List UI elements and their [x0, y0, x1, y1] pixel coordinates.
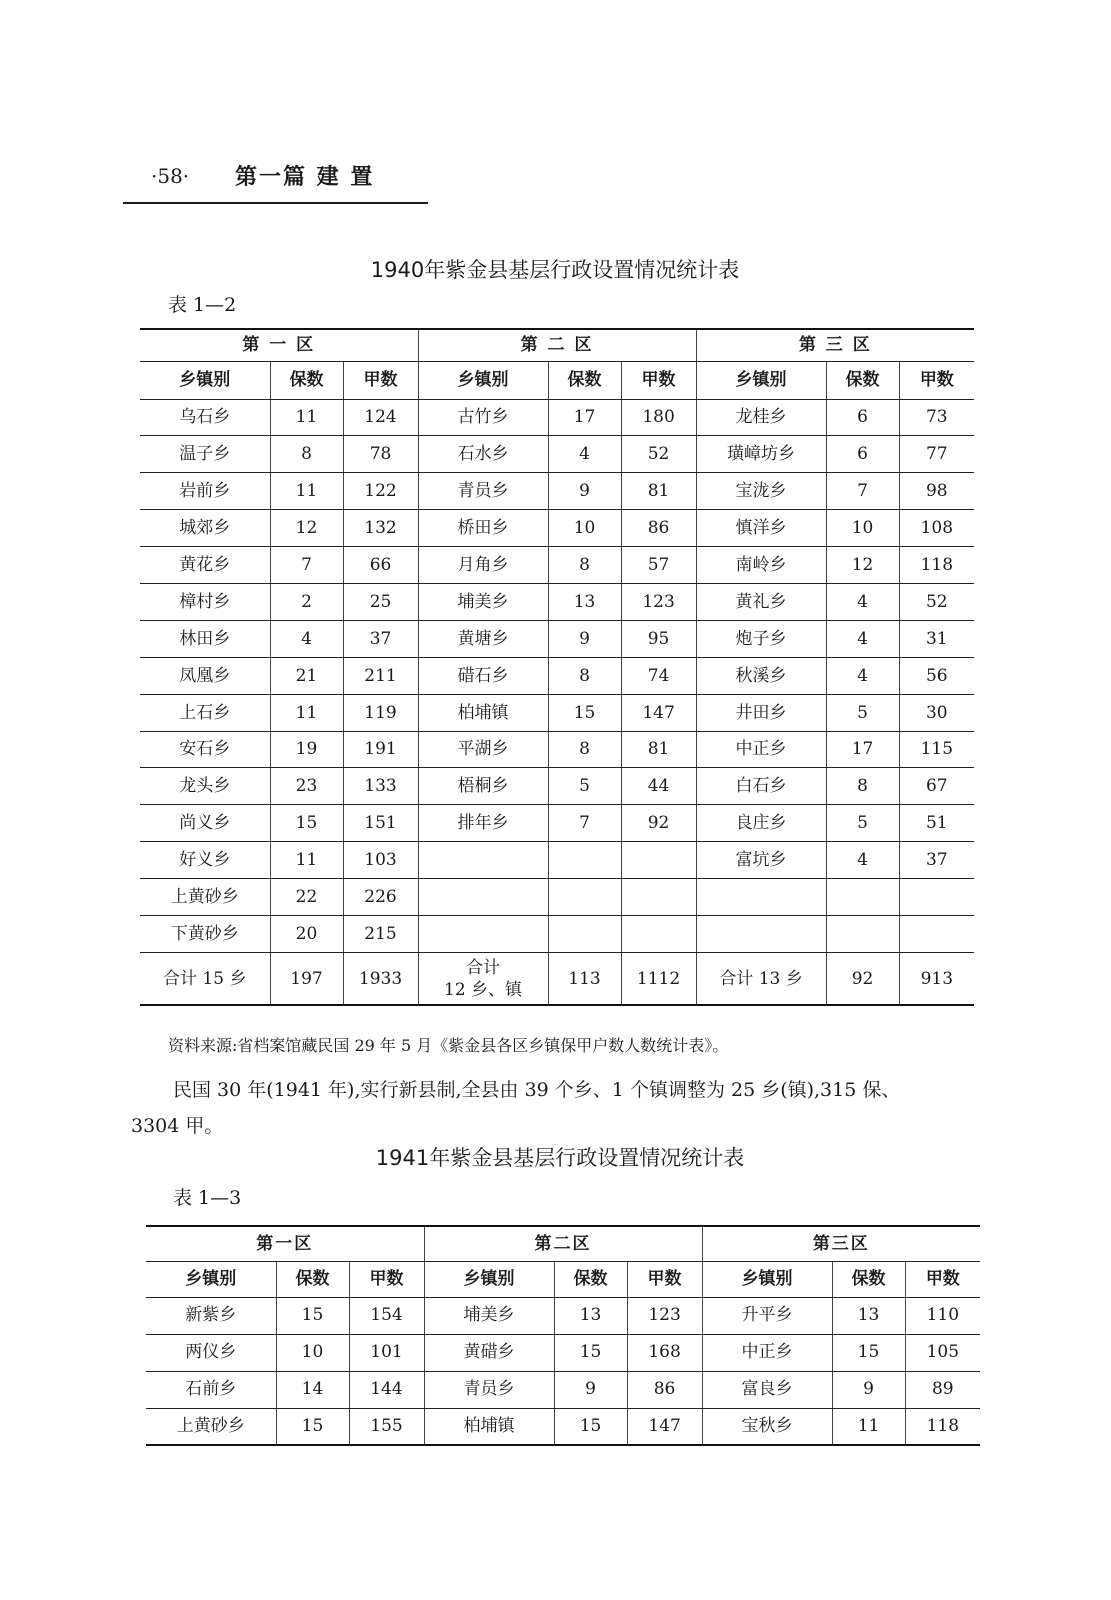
district-3-town-cell: 中正乡: [702, 1334, 832, 1371]
part-title: 第一篇 建 置: [235, 165, 375, 190]
district-2-town-cell: 排年乡: [418, 805, 548, 842]
district-1-jia-cell: 154: [349, 1297, 424, 1334]
table2: [146, 1225, 980, 1446]
district-1-header: 第一区: [146, 1226, 424, 1261]
district-2-jia-cell: 95: [621, 620, 696, 657]
district-1-jia-cell: 191: [343, 731, 418, 768]
table-row: [146, 1371, 980, 1408]
district-3-header: 第三区: [702, 1226, 980, 1261]
district-3-town-cell: 富良乡: [702, 1371, 832, 1408]
district-1-town-cell: 黄花乡: [140, 547, 270, 584]
district-3-jia-cell: 89: [905, 1371, 980, 1408]
paragraph-line-1: 民国 30 年(1941 年),实行新县制,全县由 39 个乡、1 个镇调整为 25 乡(镇),315 保、: [173, 1079, 901, 1101]
district-1-town-cell: 下黄砂乡: [140, 915, 270, 952]
district-1-bao-cell: 11: [270, 694, 343, 731]
district-3-town-cell: 井田乡: [696, 694, 826, 731]
table2-number: 表 1—3: [173, 1187, 242, 1209]
district-1-jia-cell: 124: [343, 399, 418, 436]
district-1-total-jia: 1933: [343, 952, 418, 1005]
district-2-town-cell: 梧桐乡: [418, 768, 548, 805]
district-3-col-town-header: 乡镇别: [696, 361, 826, 399]
district-1-town-cell: 温子乡: [140, 436, 270, 473]
district-1-jia-cell: 151: [343, 805, 418, 842]
district-2-jia-cell: [621, 842, 696, 879]
district-2-jia-cell: 81: [621, 473, 696, 510]
district-3-bao-cell: 8: [826, 768, 899, 805]
paragraph-line-2: 3304 甲。: [131, 1115, 224, 1137]
district-3-col-jia-header: 甲数: [905, 1261, 980, 1297]
district-1-jia-cell: 25: [343, 583, 418, 620]
district-2-jia-cell: 147: [627, 1408, 702, 1445]
district-2-bao-cell: 10: [548, 510, 621, 547]
district-1-bao-cell: 14: [276, 1371, 349, 1408]
district-2-jia-cell: 44: [621, 768, 696, 805]
district-3-bao-cell: 4: [826, 657, 899, 694]
district-2-col-bao-header: 保数: [548, 361, 621, 399]
page-number: ·58·: [151, 164, 190, 188]
district-1-bao-cell: 2: [270, 583, 343, 620]
district-3-town-cell: [696, 879, 826, 916]
district-1-town-cell: 石前乡: [146, 1371, 276, 1408]
district-1-jia-cell: 37: [343, 620, 418, 657]
district-3-town-cell: 宝泷乡: [696, 473, 826, 510]
district-1-jia-cell: 103: [343, 842, 418, 879]
district-3-jia-cell: 77: [899, 436, 974, 473]
district-3-bao-cell: 9: [832, 1371, 905, 1408]
district-2-jia-cell: 86: [627, 1371, 702, 1408]
district-1-town-cell: 龙头乡: [140, 768, 270, 805]
district-2-town-cell: [418, 879, 548, 916]
district-2-total-bao: 113: [548, 952, 621, 1005]
district-1-bao-cell: 11: [270, 842, 343, 879]
district-1-total-bao: 197: [270, 952, 343, 1005]
district-header-row: [140, 329, 974, 361]
table-row: [146, 1334, 980, 1371]
district-1-town-cell: 城郊乡: [140, 510, 270, 547]
district-2-bao-cell: 5: [548, 768, 621, 805]
district-3-jia-cell: 105: [905, 1334, 980, 1371]
district-3-bao-cell: 6: [826, 399, 899, 436]
district-3-jia-cell: 118: [905, 1408, 980, 1445]
district-3-town-cell: 升平乡: [702, 1297, 832, 1334]
district-3-town-cell: 秋溪乡: [696, 657, 826, 694]
district-1-bao-cell: 11: [270, 473, 343, 510]
district-1-jia-cell: 226: [343, 879, 418, 916]
district-1-jia-cell: 211: [343, 657, 418, 694]
district-1-town-cell: 凤凰乡: [140, 657, 270, 694]
district-3-jia-cell: 31: [899, 620, 974, 657]
district-2-town-cell: [418, 915, 548, 952]
district-2-bao-cell: 9: [554, 1371, 627, 1408]
table-row: [140, 768, 974, 805]
district-2-jia-cell: 168: [627, 1334, 702, 1371]
district-1-bao-cell: 7: [270, 547, 343, 584]
district-1-bao-cell: 15: [276, 1408, 349, 1445]
district-3-jia-cell: 37: [899, 842, 974, 879]
district-1-bao-cell: 21: [270, 657, 343, 694]
district-1-jia-cell: 133: [343, 768, 418, 805]
district-3-jia-cell: 30: [899, 694, 974, 731]
district-3-jia-cell: 118: [899, 547, 974, 584]
district-1-col-jia-header: 甲数: [343, 361, 418, 399]
district-3-jia-cell: 115: [899, 731, 974, 768]
table-row: [140, 436, 974, 473]
district-1-col-jia-header: 甲数: [349, 1261, 424, 1297]
district-3-town-cell: 南岭乡: [696, 547, 826, 584]
district-2-bao-cell: [548, 879, 621, 916]
district-3-jia-cell: 56: [899, 657, 974, 694]
district-2-col-bao-header: 保数: [554, 1261, 627, 1297]
district-1-jia-cell: 155: [349, 1408, 424, 1445]
district-2-bao-cell: 15: [548, 694, 621, 731]
district-2-town-cell: 石水乡: [418, 436, 548, 473]
district-3-bao-cell: 4: [826, 620, 899, 657]
district-2-col-town-header: 乡镇别: [418, 361, 548, 399]
district-2-bao-cell: 9: [548, 473, 621, 510]
district-1-jia-cell: 144: [349, 1371, 424, 1408]
district-2-jia-cell: [621, 879, 696, 916]
district-1-bao-cell: 11: [270, 399, 343, 436]
district-header-row: [146, 1226, 980, 1261]
table-row: [140, 510, 974, 547]
table-row: [140, 399, 974, 436]
district-3-bao-cell: 10: [826, 510, 899, 547]
district-1-bao-cell: 19: [270, 731, 343, 768]
district-2-town-cell: 青员乡: [418, 473, 548, 510]
table-row: [140, 694, 974, 731]
district-3-town-cell: 中正乡: [696, 731, 826, 768]
district-3-jia-cell: 108: [899, 510, 974, 547]
district-1-town-cell: 上黄砂乡: [140, 879, 270, 916]
table-row: [140, 473, 974, 510]
table-row: [140, 547, 974, 584]
district-2-jia-cell: 92: [621, 805, 696, 842]
district-1-town-cell: 上石乡: [140, 694, 270, 731]
district-2-bao-cell: [548, 915, 621, 952]
district-2-town-cell: 月角乡: [418, 547, 548, 584]
district-3-total-bao: 92: [826, 952, 899, 1005]
district-3-header: 第 三 区: [696, 329, 974, 361]
district-2-town-cell: 埔美乡: [418, 583, 548, 620]
district-2-bao-cell: 8: [548, 657, 621, 694]
district-2-jia-cell: 147: [621, 694, 696, 731]
table1-source-note: 资料来源:省档案馆藏民国 29 年 5 月《紫金县各区乡镇保甲户数人数统计表》。: [168, 1036, 729, 1055]
district-2-town-cell: 碏石乡: [418, 657, 548, 694]
table-row: [146, 1297, 980, 1334]
total-row: [140, 952, 974, 1005]
district-1-jia-cell: 132: [343, 510, 418, 547]
paragraph: [131, 1072, 991, 1144]
district-2-jia-cell: 57: [621, 547, 696, 584]
district-2-total-label: [418, 952, 548, 1005]
district-1-town-cell: 尚义乡: [140, 805, 270, 842]
district-1-jia-cell: 119: [343, 694, 418, 731]
district-3-col-bao-header: 保数: [832, 1261, 905, 1297]
district-3-town-cell: 黄礼乡: [696, 583, 826, 620]
district-2-town-cell: 埔美乡: [424, 1297, 554, 1334]
district-3-town-cell: 龙桂乡: [696, 399, 826, 436]
district-1-total-label: 合计 15 乡: [140, 952, 270, 1005]
district-3-bao-cell: [826, 879, 899, 916]
table-row: [140, 620, 974, 657]
district-3-jia-cell: 67: [899, 768, 974, 805]
district-2-town-cell: 柏埔镇: [418, 694, 548, 731]
column-header-row: [140, 361, 974, 399]
district-1-col-bao-header: 保数: [270, 361, 343, 399]
district-3-jia-cell: 52: [899, 583, 974, 620]
district-3-bao-cell: 7: [826, 473, 899, 510]
district-1-col-town-header: 乡镇别: [140, 361, 270, 399]
district-2-jia-cell: 180: [621, 399, 696, 436]
district-3-town-cell: 富坑乡: [696, 842, 826, 879]
district-2-town-cell: 青员乡: [424, 1371, 554, 1408]
table1-number: 表 1—2: [168, 294, 237, 316]
district-2-bao-cell: 4: [548, 436, 621, 473]
district-2-bao-cell: 15: [554, 1334, 627, 1371]
district-1-town-cell: 上黄砂乡: [146, 1408, 276, 1445]
table-row: [140, 583, 974, 620]
district-2-town-cell: 平湖乡: [418, 731, 548, 768]
table-row: [140, 842, 974, 879]
district-3-bao-cell: 12: [826, 547, 899, 584]
district-1-bao-cell: 8: [270, 436, 343, 473]
district-2-town-cell: 古竹乡: [418, 399, 548, 436]
district-3-town-cell: 良庄乡: [696, 805, 826, 842]
district-1-town-cell: 林田乡: [140, 620, 270, 657]
district-2-bao-cell: 8: [548, 731, 621, 768]
district-2-jia-cell: 81: [621, 731, 696, 768]
district-1-jia-cell: 78: [343, 436, 418, 473]
district-1-col-bao-header: 保数: [276, 1261, 349, 1297]
district-3-col-bao-header: 保数: [826, 361, 899, 399]
district-3-town-cell: [696, 915, 826, 952]
district-3-bao-cell: 4: [826, 842, 899, 879]
district-2-jia-cell: 52: [621, 436, 696, 473]
district-1-town-cell: 两仪乡: [146, 1334, 276, 1371]
page-header: [123, 160, 428, 204]
district-3-bao-cell: 4: [826, 583, 899, 620]
district-2-bao-cell: 17: [548, 399, 621, 436]
total-label-line-1: 合计: [466, 957, 501, 978]
district-2-bao-cell: 13: [554, 1297, 627, 1334]
district-2-town-cell: 柏埔镇: [424, 1408, 554, 1445]
district-1-bao-cell: 15: [276, 1297, 349, 1334]
district-2-jia-cell: 123: [627, 1297, 702, 1334]
district-3-bao-cell: 11: [832, 1408, 905, 1445]
district-2-jia-cell: 86: [621, 510, 696, 547]
district-1-header: 第 一 区: [140, 329, 418, 361]
district-3-bao-cell: 13: [832, 1297, 905, 1334]
district-3-town-cell: 慎洋乡: [696, 510, 826, 547]
district-3-town-cell: 炮子乡: [696, 620, 826, 657]
district-2-bao-cell: 7: [548, 805, 621, 842]
district-2-bao-cell: [548, 842, 621, 879]
table-row: [140, 805, 974, 842]
district-1-bao-cell: 12: [270, 510, 343, 547]
district-1-town-cell: 好义乡: [140, 842, 270, 879]
district-3-total-jia: 913: [899, 952, 974, 1005]
district-1-col-town-header: 乡镇别: [146, 1261, 276, 1297]
district-1-jia-cell: 215: [343, 915, 418, 952]
district-1-town-cell: 乌石乡: [140, 399, 270, 436]
district-2-bao-cell: 8: [548, 547, 621, 584]
district-3-bao-cell: 6: [826, 436, 899, 473]
total-label-line-2: 12 乡、镇: [444, 979, 523, 1000]
table-row: [140, 915, 974, 952]
district-3-total-label: 合计 13 乡: [696, 952, 826, 1005]
district-3-jia-cell: 98: [899, 473, 974, 510]
district-3-town-cell: 白石乡: [696, 768, 826, 805]
table-row: [140, 731, 974, 768]
district-3-bao-cell: [826, 915, 899, 952]
district-3-jia-cell: 73: [899, 399, 974, 436]
district-1-town-cell: 新紫乡: [146, 1297, 276, 1334]
district-3-jia-cell: [899, 915, 974, 952]
district-1-jia-cell: 122: [343, 473, 418, 510]
district-2-col-jia-header: 甲数: [627, 1261, 702, 1297]
district-2-col-town-header: 乡镇别: [424, 1261, 554, 1297]
district-2-town-cell: 桥田乡: [418, 510, 548, 547]
district-1-town-cell: 樟村乡: [140, 583, 270, 620]
district-1-bao-cell: 22: [270, 879, 343, 916]
district-2-bao-cell: 13: [548, 583, 621, 620]
district-3-col-town-header: 乡镇别: [702, 1261, 832, 1297]
district-2-jia-cell: 123: [621, 583, 696, 620]
district-3-town-cell: 璜嶂坊乡: [696, 436, 826, 473]
district-1-bao-cell: 15: [270, 805, 343, 842]
district-1-bao-cell: 20: [270, 915, 343, 952]
table-row: [140, 879, 974, 916]
table2-title: 1941年紫金县基层行政设置情况统计表: [375, 1146, 745, 1170]
district-3-bao-cell: 5: [826, 805, 899, 842]
district-2-col-jia-header: 甲数: [621, 361, 696, 399]
district-1-jia-cell: 66: [343, 547, 418, 584]
district-2-header: 第 二 区: [418, 329, 696, 361]
district-2-bao-cell: 15: [554, 1408, 627, 1445]
district-1-town-cell: 安石乡: [140, 731, 270, 768]
district-1-bao-cell: 4: [270, 620, 343, 657]
district-3-col-jia-header: 甲数: [899, 361, 974, 399]
table-row: [146, 1408, 980, 1445]
district-3-bao-cell: 15: [832, 1334, 905, 1371]
table1: [140, 328, 974, 1006]
district-3-bao-cell: 5: [826, 694, 899, 731]
district-2-bao-cell: 9: [548, 620, 621, 657]
district-3-bao-cell: 17: [826, 731, 899, 768]
district-2-town-cell: 黄塘乡: [418, 620, 548, 657]
district-2-total-jia: 1112: [621, 952, 696, 1005]
column-header-row: [146, 1261, 980, 1297]
table-row: [140, 657, 974, 694]
district-3-jia-cell: 110: [905, 1297, 980, 1334]
district-3-jia-cell: [899, 879, 974, 916]
district-3-town-cell: 宝秋乡: [702, 1408, 832, 1445]
district-2-header: 第二区: [424, 1226, 702, 1261]
district-2-town-cell: [418, 842, 548, 879]
district-1-jia-cell: 101: [349, 1334, 424, 1371]
district-1-bao-cell: 23: [270, 768, 343, 805]
district-2-jia-cell: 74: [621, 657, 696, 694]
district-3-jia-cell: 51: [899, 805, 974, 842]
district-2-town-cell: 黄碏乡: [424, 1334, 554, 1371]
district-2-jia-cell: [621, 915, 696, 952]
district-1-town-cell: 岩前乡: [140, 473, 270, 510]
district-1-bao-cell: 10: [276, 1334, 349, 1371]
table1-title: 1940年紫金县基层行政设置情况统计表: [370, 258, 740, 282]
